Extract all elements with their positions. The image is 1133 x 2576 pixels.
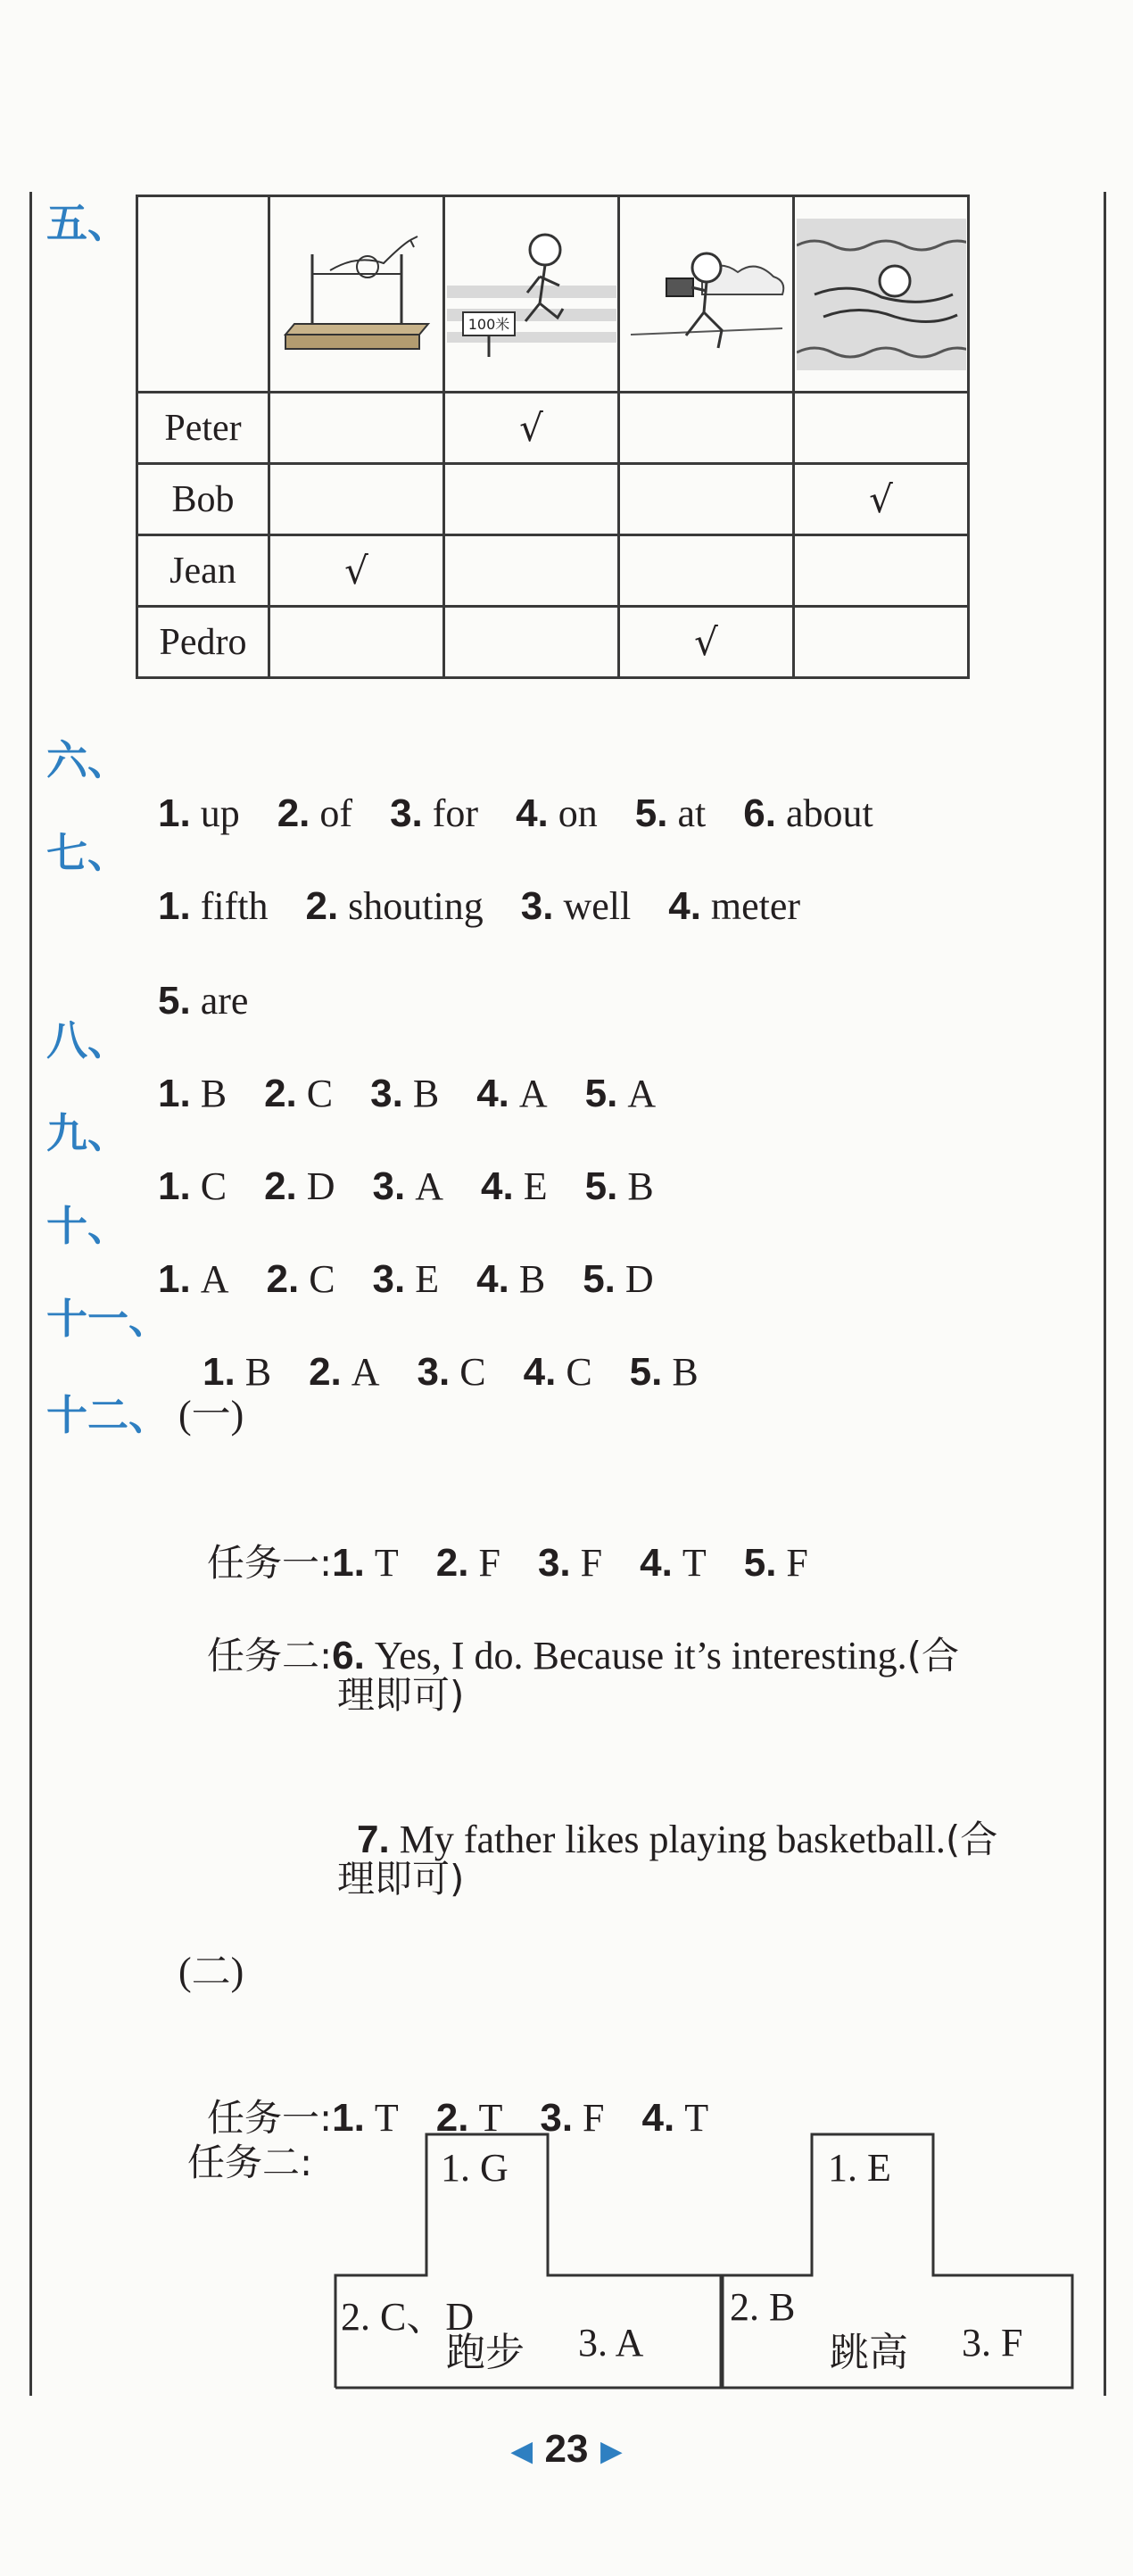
podium-1-third: 3. A [578,2321,644,2365]
tick-mark: √ [794,464,969,535]
section-7-answers-cont: 5. are [158,979,249,1023]
podium-running [334,2133,726,2391]
left-margin-rule [29,192,32,2396]
name-cell: Bob [137,464,269,535]
section-11-label: 十一、 [46,1295,170,1343]
name-cell: Peter [137,393,269,464]
task-2-q6: 任务二:6. Yes, I do. Because it’s interesting.(合 [207,1634,960,1677]
podium-1-first: 1. G [441,2146,509,2190]
task-2-q6-note: 理即可) [337,1673,465,1717]
podium-2-first: 1. E [828,2146,891,2190]
section-10-label: 十、 [46,1202,128,1250]
podium-2-third: 3. F [962,2321,1023,2365]
task-2-q7: 7. My father likes playing basketball.(合 [357,1818,998,1861]
corner-cell [137,196,269,393]
task-1-answers: 任务一:1. T 2. F 3. F 4. T 5. F [207,1541,808,1585]
section-8-label: 八、 [46,1016,128,1064]
section-7-answers: 1. fifth 2. shouting 3. well 4. meter [158,884,801,928]
tick-mark: √ [444,393,619,464]
podium-1-second: 2. C、D [341,2295,475,2339]
table-header-row [137,196,969,393]
prev-page-icon: ◀ [511,2436,533,2466]
section-9-label: 九、 [46,1109,128,1157]
task-1b-answers: 任务一:1. T 2. T 3. F 4. T [207,2096,709,2140]
section-6-answers: 1. up 2. of 3. for 4. on 5. at 6. about [158,791,873,835]
run-sign-text: 100米 [467,315,509,333]
section-6-label: 六、 [46,736,128,784]
section-12-label: 十二、 [46,1391,170,1439]
task-2-q7-note: 理即可) [337,1857,465,1901]
section-11-answers: 1. B 2. A 3. C 4. C 5. B [203,1350,699,1394]
page-footer [0,2427,1133,2472]
answer-table [136,195,970,679]
tick-mark: √ [619,607,794,678]
part-1-label: (一) [178,1393,244,1437]
podium-2-event: 跳高 [830,2330,908,2375]
taking-photos-picture [619,196,794,393]
podium-1-event: 跑步 [446,2330,525,2375]
section-8-answers: 1. B 2. C 3. B 4. A 5. A [158,1072,657,1115]
podium-2-second: 2. B [730,2285,796,2329]
running-picture [444,196,619,393]
high-jump-picture [269,196,444,393]
task-2b-label: 任务二: [187,2141,313,2184]
table-row [137,464,969,535]
section-5-label: 五、 [46,199,128,247]
right-margin-rule [1104,192,1106,2396]
part-2-label: (二) [178,1950,244,1993]
next-page-icon: ▶ [600,2436,622,2466]
table-row [137,393,969,464]
name-cell: Jean [137,535,269,607]
section-10-answers: 1. A 2. C 3. E 4. B 5. D [158,1257,654,1301]
table-row [137,535,969,607]
name-cell: Pedro [137,607,269,678]
swimming-picture [794,196,969,393]
section-7-label: 七、 [46,829,128,877]
page-number: 23 [544,2427,589,2471]
tick-mark: √ [269,535,444,607]
section-9-answers: 1. C 2. D 3. A 4. E 5. B [158,1164,654,1208]
table-row [137,607,969,678]
